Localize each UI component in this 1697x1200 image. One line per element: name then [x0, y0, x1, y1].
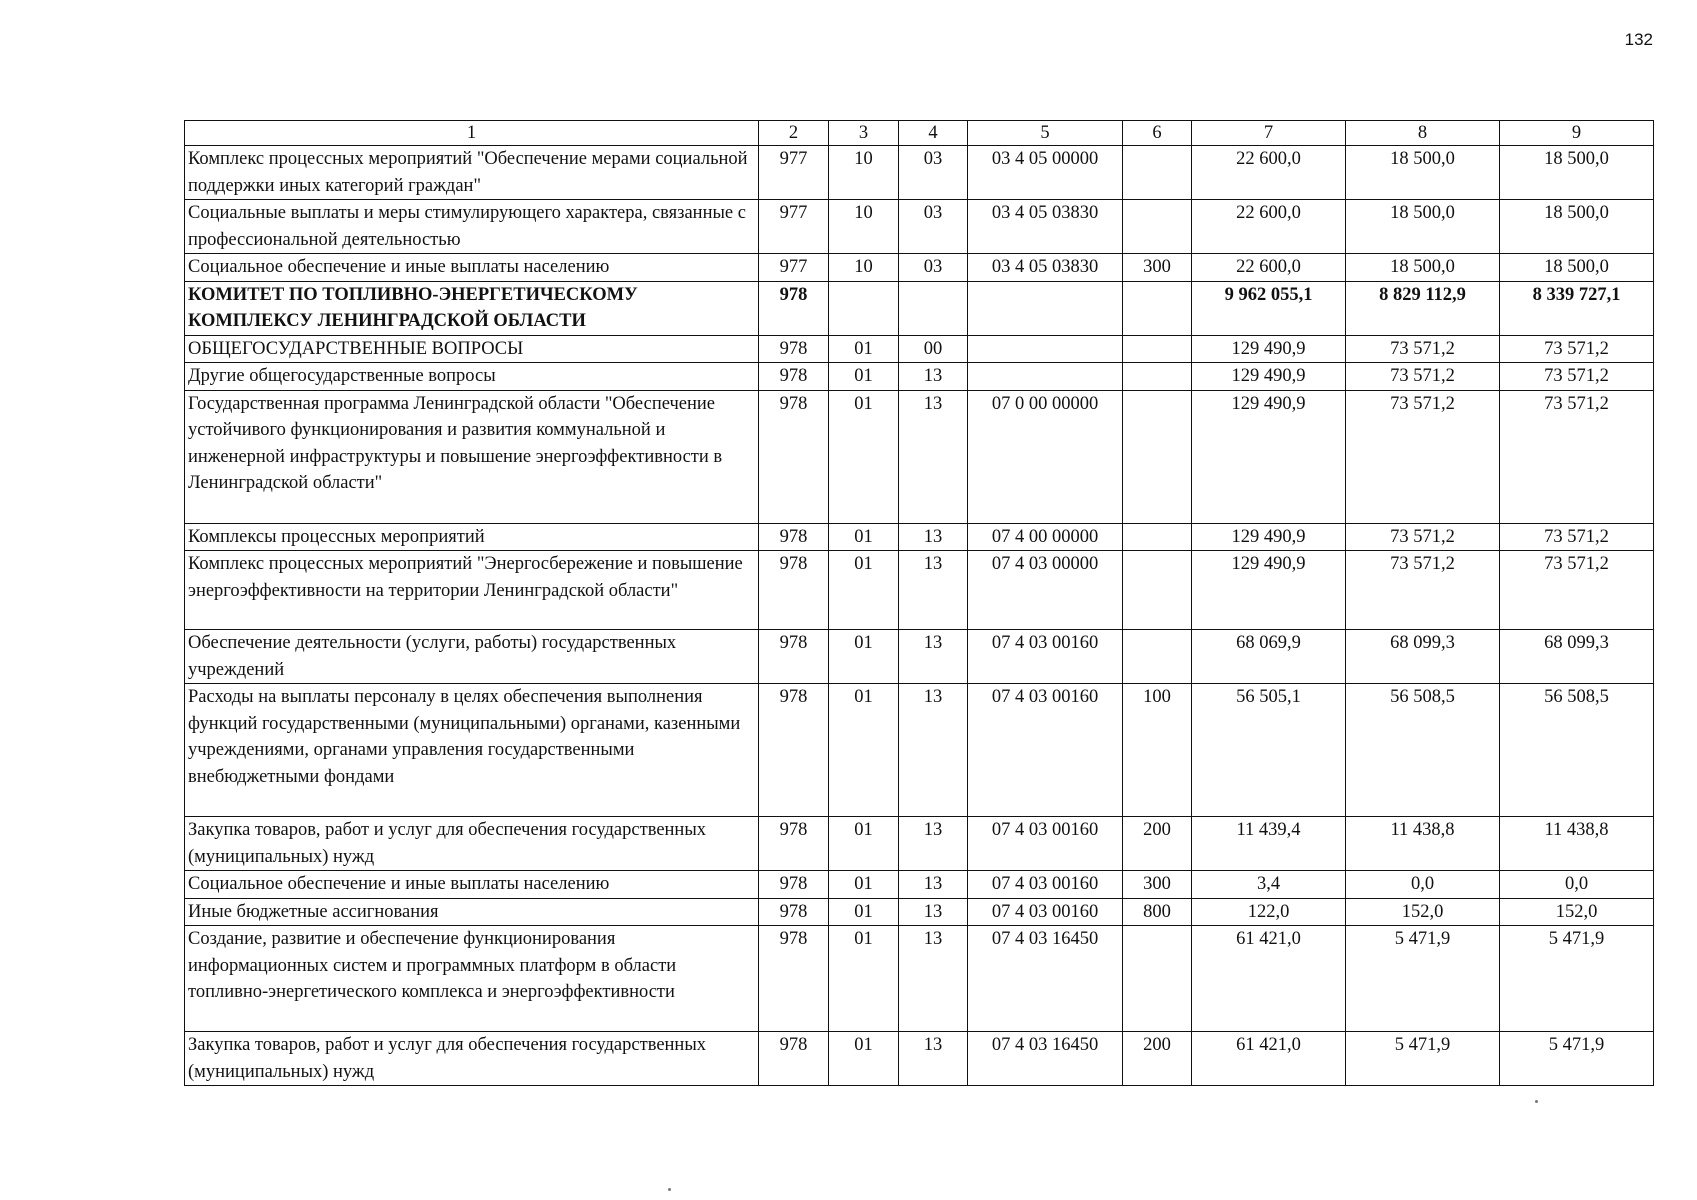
row-name: Комплексы процессных мероприятий [185, 523, 759, 551]
row-value-col9: 73 571,2 [1500, 335, 1654, 363]
row-name: Комплекс процессных мероприятий "Обеспечение мерами социальной поддержки иных категорий граждан" [185, 146, 759, 200]
row-expense-type [1123, 200, 1192, 254]
row-value-col9: 152,0 [1500, 898, 1654, 926]
table-row [185, 871, 1654, 899]
row-value-col7: 129 490,9 [1192, 390, 1346, 523]
row-value-col9: 73 571,2 [1500, 551, 1654, 630]
table-row [185, 281, 1654, 335]
row-expense-type [1123, 363, 1192, 391]
row-ministry-code: 978 [759, 630, 829, 684]
header-cell: 7 [1192, 121, 1346, 146]
row-expense-type [1123, 390, 1192, 523]
page-number: 132 [1624, 30, 1653, 49]
row-value-col9: 73 571,2 [1500, 363, 1654, 391]
row-value-col9: 18 500,0 [1500, 254, 1654, 282]
row-value-col7: 22 600,0 [1192, 146, 1346, 200]
table-row [185, 146, 1654, 200]
row-target-code: 07 4 03 16450 [968, 926, 1123, 1032]
row-section-code: 01 [829, 363, 899, 391]
row-subsection-code [899, 281, 968, 335]
row-section-code: 01 [829, 898, 899, 926]
header-cell: 4 [899, 121, 968, 146]
row-section-code: 01 [829, 817, 899, 871]
row-name: КОМИТЕТ ПО ТОПЛИВНО-ЭНЕРГЕТИЧЕСКОМУ КОМПЛЕКСУ ЛЕНИНГРАДСКОЙ ОБЛАСТИ [185, 281, 759, 335]
row-name: Социальное обеспечение и иные выплаты населению [185, 254, 759, 282]
row-target-code: 07 4 03 00160 [968, 871, 1123, 899]
table-row [185, 200, 1654, 254]
row-value-col8: 73 571,2 [1346, 551, 1500, 630]
row-subsection-code: 00 [899, 335, 968, 363]
row-section-code: 01 [829, 551, 899, 630]
table-row [185, 684, 1654, 817]
row-value-col9: 18 500,0 [1500, 146, 1654, 200]
row-expense-type [1123, 281, 1192, 335]
row-section-code: 01 [829, 871, 899, 899]
budget-table [184, 120, 1654, 1086]
row-value-col7: 61 421,0 [1192, 1032, 1346, 1086]
row-expense-type [1123, 335, 1192, 363]
row-ministry-code: 977 [759, 200, 829, 254]
row-value-col8: 152,0 [1346, 898, 1500, 926]
header-cell: 1 [185, 121, 759, 146]
row-value-col7: 11 439,4 [1192, 817, 1346, 871]
row-subsection-code: 13 [899, 817, 968, 871]
row-value-col7: 9 962 055,1 [1192, 281, 1346, 335]
scan-speck [1535, 1100, 1538, 1103]
row-value-col7: 3,4 [1192, 871, 1346, 899]
row-expense-type: 100 [1123, 684, 1192, 817]
row-ministry-code: 978 [759, 898, 829, 926]
row-target-code: 07 4 03 00160 [968, 898, 1123, 926]
row-value-col8: 8 829 112,9 [1346, 281, 1500, 335]
row-value-col8: 18 500,0 [1346, 200, 1500, 254]
row-expense-type [1123, 926, 1192, 1032]
header-cell: 2 [759, 121, 829, 146]
row-value-col8: 73 571,2 [1346, 363, 1500, 391]
row-section-code: 10 [829, 146, 899, 200]
row-ministry-code: 978 [759, 871, 829, 899]
row-value-col8: 18 500,0 [1346, 146, 1500, 200]
row-value-col7: 129 490,9 [1192, 363, 1346, 391]
row-value-col9: 11 438,8 [1500, 817, 1654, 871]
table-row [185, 335, 1654, 363]
row-section-code [829, 281, 899, 335]
row-name: Иные бюджетные ассигнования [185, 898, 759, 926]
row-value-col9: 68 099,3 [1500, 630, 1654, 684]
row-value-col8: 5 471,9 [1346, 1032, 1500, 1086]
row-name: Создание, развитие и обеспечение функционирования информационных систем и программных платформ в области топливно-энергетического комплекса и энергоэффективности [185, 926, 759, 1032]
row-ministry-code: 978 [759, 390, 829, 523]
row-section-code: 10 [829, 200, 899, 254]
row-name: Комплекс процессных мероприятий "Энергосбережение и повышение энергоэффективности на территории Ленинградской области" [185, 551, 759, 630]
header-row [185, 121, 1654, 146]
table-row [185, 630, 1654, 684]
header-cell: 9 [1500, 121, 1654, 146]
row-section-code: 01 [829, 335, 899, 363]
row-value-col7: 129 490,9 [1192, 335, 1346, 363]
row-target-code: 07 4 03 00160 [968, 630, 1123, 684]
row-section-code: 01 [829, 630, 899, 684]
row-target-code: 03 4 05 03830 [968, 200, 1123, 254]
row-name: Социальное обеспечение и иные выплаты населению [185, 871, 759, 899]
row-expense-type: 300 [1123, 871, 1192, 899]
row-ministry-code: 978 [759, 551, 829, 630]
row-section-code: 01 [829, 684, 899, 817]
row-name: Социальные выплаты и меры стимулирующего характера, связанные с профессиональной деятельностью [185, 200, 759, 254]
table-row [185, 363, 1654, 391]
row-value-col7: 129 490,9 [1192, 551, 1346, 630]
row-section-code: 01 [829, 523, 899, 551]
row-subsection-code: 13 [899, 523, 968, 551]
row-value-col8: 11 438,8 [1346, 817, 1500, 871]
row-section-code: 01 [829, 926, 899, 1032]
header-cell: 6 [1123, 121, 1192, 146]
table-row [185, 254, 1654, 282]
row-expense-type [1123, 551, 1192, 630]
row-ministry-code: 978 [759, 335, 829, 363]
row-value-col8: 0,0 [1346, 871, 1500, 899]
row-value-col9: 5 471,9 [1500, 926, 1654, 1032]
row-target-code: 07 4 03 00160 [968, 817, 1123, 871]
table-row [185, 551, 1654, 630]
row-name: Закупка товаров, работ и услуг для обеспечения государственных (муниципальных) нужд [185, 817, 759, 871]
row-subsection-code: 03 [899, 254, 968, 282]
row-target-code: 07 4 03 16450 [968, 1032, 1123, 1086]
row-value-col9: 73 571,2 [1500, 390, 1654, 523]
row-value-col9: 0,0 [1500, 871, 1654, 899]
row-target-code: 07 4 03 00000 [968, 551, 1123, 630]
row-ministry-code: 978 [759, 281, 829, 335]
table-row [185, 390, 1654, 523]
row-value-col8: 18 500,0 [1346, 254, 1500, 282]
row-expense-type: 300 [1123, 254, 1192, 282]
table-row [185, 523, 1654, 551]
row-expense-type: 200 [1123, 817, 1192, 871]
row-value-col7: 22 600,0 [1192, 200, 1346, 254]
row-target-code: 07 4 03 00160 [968, 684, 1123, 817]
row-ministry-code: 977 [759, 254, 829, 282]
row-ministry-code: 978 [759, 363, 829, 391]
row-target-code: 07 0 00 00000 [968, 390, 1123, 523]
row-value-col9: 5 471,9 [1500, 1032, 1654, 1086]
row-value-col9: 18 500,0 [1500, 200, 1654, 254]
row-subsection-code: 03 [899, 146, 968, 200]
header-cell: 3 [829, 121, 899, 146]
row-subsection-code: 13 [899, 630, 968, 684]
row-expense-type [1123, 523, 1192, 551]
row-subsection-code: 13 [899, 871, 968, 899]
row-value-col7: 22 600,0 [1192, 254, 1346, 282]
row-ministry-code: 978 [759, 523, 829, 551]
row-value-col8: 73 571,2 [1346, 390, 1500, 523]
row-value-col7: 68 069,9 [1192, 630, 1346, 684]
row-value-col9: 8 339 727,1 [1500, 281, 1654, 335]
row-target-code: 03 4 05 00000 [968, 146, 1123, 200]
row-value-col9: 56 508,5 [1500, 684, 1654, 817]
row-value-col8: 68 099,3 [1346, 630, 1500, 684]
row-name: Расходы на выплаты персоналу в целях обеспечения выполнения функций государственными (муниципальными) органами, казенными учреждениями, органами управления государственными внебюджетными фондами [185, 684, 759, 817]
row-subsection-code: 13 [899, 390, 968, 523]
row-section-code: 10 [829, 254, 899, 282]
row-expense-type [1123, 630, 1192, 684]
row-target-code [968, 281, 1123, 335]
row-ministry-code: 978 [759, 817, 829, 871]
row-target-code [968, 335, 1123, 363]
table-row [185, 898, 1654, 926]
row-expense-type: 200 [1123, 1032, 1192, 1086]
row-value-col8: 73 571,2 [1346, 335, 1500, 363]
table-row [185, 817, 1654, 871]
row-expense-type: 800 [1123, 898, 1192, 926]
table-row [185, 1032, 1654, 1086]
row-subsection-code: 13 [899, 363, 968, 391]
row-ministry-code: 978 [759, 1032, 829, 1086]
header-cell: 8 [1346, 121, 1500, 146]
row-value-col7: 129 490,9 [1192, 523, 1346, 551]
row-name: Обеспечение деятельности (услуги, работы) государственных учреждений [185, 630, 759, 684]
row-value-col8: 56 508,5 [1346, 684, 1500, 817]
row-name: ОБЩЕГОСУДАРСТВЕННЫЕ ВОПРОСЫ [185, 335, 759, 363]
row-target-code [968, 363, 1123, 391]
row-value-col7: 61 421,0 [1192, 926, 1346, 1032]
row-name: Другие общегосударственные вопросы [185, 363, 759, 391]
row-name: Закупка товаров, работ и услуг для обеспечения государственных (муниципальных) нужд [185, 1032, 759, 1086]
row-subsection-code: 13 [899, 926, 968, 1032]
row-subsection-code: 13 [899, 1032, 968, 1086]
row-value-col7: 122,0 [1192, 898, 1346, 926]
row-subsection-code: 03 [899, 200, 968, 254]
row-subsection-code: 13 [899, 684, 968, 817]
row-section-code: 01 [829, 1032, 899, 1086]
row-value-col9: 73 571,2 [1500, 523, 1654, 551]
row-subsection-code: 13 [899, 551, 968, 630]
header-cell: 5 [968, 121, 1123, 146]
row-value-col8: 73 571,2 [1346, 523, 1500, 551]
row-name: Государственная программа Ленинградской области "Обеспечение устойчивого функционирования и развития коммунальной и инженерной инфраструктуры и повышение энергоэффективности в Ленинградской области" [185, 390, 759, 523]
row-ministry-code: 978 [759, 684, 829, 817]
row-target-code: 07 4 00 00000 [968, 523, 1123, 551]
scan-speck [668, 1188, 671, 1191]
row-ministry-code: 977 [759, 146, 829, 200]
row-expense-type [1123, 146, 1192, 200]
row-value-col8: 5 471,9 [1346, 926, 1500, 1032]
row-subsection-code: 13 [899, 898, 968, 926]
row-target-code: 03 4 05 03830 [968, 254, 1123, 282]
row-section-code: 01 [829, 390, 899, 523]
row-value-col7: 56 505,1 [1192, 684, 1346, 817]
row-ministry-code: 978 [759, 926, 829, 1032]
table-row [185, 926, 1654, 1032]
